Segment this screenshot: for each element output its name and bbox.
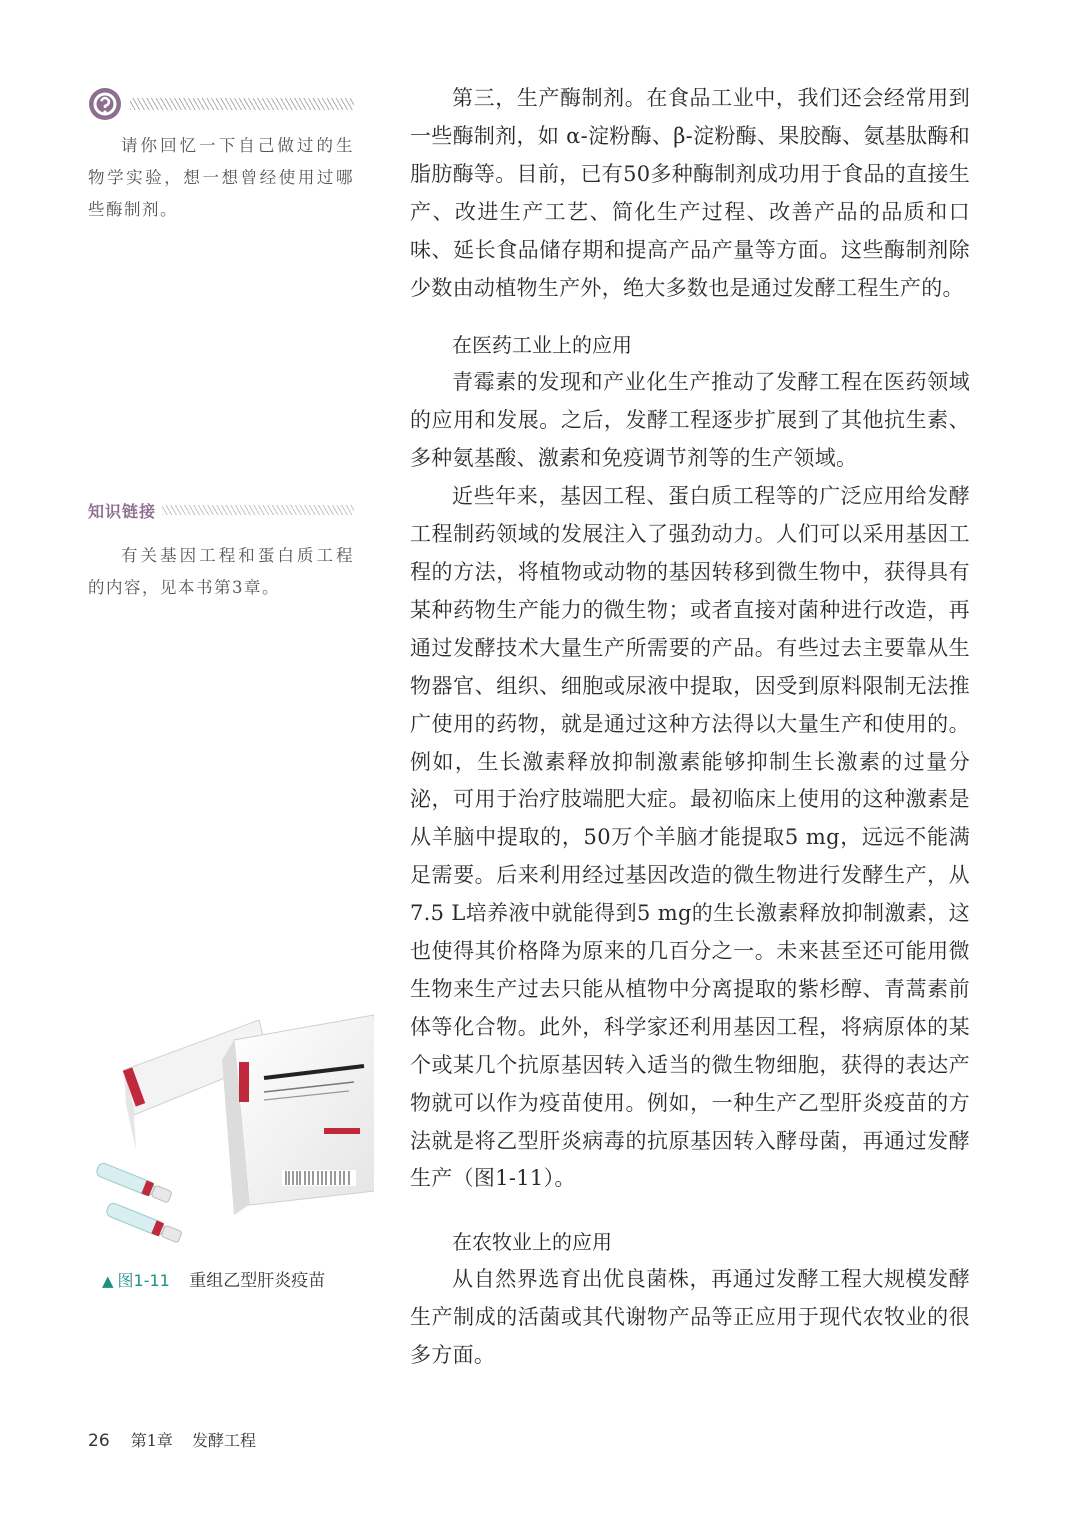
sidebar-think-box (88, 86, 354, 226)
chapter-label: 第1章 (130, 1431, 173, 1450)
header-rule (130, 98, 354, 110)
link-header (88, 498, 354, 522)
chapter-title: 发酵工程 (192, 1431, 257, 1450)
vaccine-package-image (84, 1000, 374, 1255)
page-number: 26 (88, 1431, 110, 1451)
figure-caption-text: 重组乙型肝炎疫苗 (189, 1271, 326, 1291)
paragraph-genetic-engineering: 近些年来，基因工程、蛋白质工程等的广泛应用给发酵工程制药领域的发展注入了强劲动力。人们可以采用基因工程的方法，将植物或动物的基因转移到微生物中，获得具有某种药物生产能力的微生物；或者直接对菌种进行改造，再通过发酵技术大量生产所需要的产品。有些过去主要靠从生物器官、组织、细胞或尿液中提取，因受到原料限制无法推广使用的药物，就是通过这种方法得以大量生产和使用的。例如，生长激素释放抑制激素能够抑制生长激素的过量分泌，可用于治疗肢端肥大症。最初临床上使用的这种激素是从羊脑中提取的，50万个羊脑才能提取5 mg，远远不能满足需要。后来利用经过基因改造的微生物进行发酵生产，从7.5 L培养液中就能得到5 mg的生长激素释放抑制激素，这也使得其价格降为原来的几百分之一。未来甚至还可能用微生物来生产过去只能从植物中分离提取的紫杉醇、青蒿素前体等化合物。此外，科学家还利用基因工程，将病原体的某个或某几个抗原基因转入适当的微生物细胞，获得的表达产物就可以作为疫苗使用。例如，一种生产乙型肝炎疫苗的方法就是将乙型肝炎病毒的抗原基因转入酵母菌，再通过发酵生产（图1-11）。 (410, 484, 970, 1191)
paragraph-enzymes: 第三，生产酶制剂。在食品工业中，我们还会经常用到一些酶制剂，如 α-淀粉酶、β-淀粉酶、果胶酶、氨基肽酶和脂肪酶等。目前，已有50多种酶制剂成功用于食品的直接生产、改进生产工艺、简化生产过程、改善产品的品质和口味、延长食品储存期和提高产品产量等方面。这些酶制剂除少数由动植物生产外，绝大多数也是通过发酵工程生产的。 (410, 86, 970, 300)
paragraph-agriculture: 从自然界选育出优良菌株，再通过发酵工程大规模发酵生产制成的活菌或其代谢物产品等正应用于现代农牧业的很多方面。 (410, 1267, 970, 1368)
link-text: 有关基因工程和蛋白质工程的内容，见本书第3章。 (88, 546, 354, 597)
sidebar-link-box (88, 498, 354, 604)
think-text: 请你回忆一下自己做过的生物学实验，想一想曾经使用过哪些酶制剂。 (88, 136, 354, 219)
think-header (88, 86, 354, 122)
heading-medicine: 在医药工业上的应用 (452, 333, 632, 358)
paragraph-penicillin: 青霉素的发现和产业化生产推动了发酵工程在医药领域的应用和发展。之后，发酵工程逐步扩展到了其他抗生素、多种氨基酸、激素和免疫调节剂等的生产领域。 (410, 370, 970, 471)
heading-agriculture: 在农牧业上的应用 (452, 1230, 612, 1255)
figure-number: 图1-11 (117, 1271, 170, 1290)
page-footer (88, 1428, 256, 1451)
main-text (410, 80, 970, 1375)
figure-caption (102, 1266, 325, 1291)
question-bubble-icon (88, 87, 122, 121)
link-title: 知识链接 (88, 501, 157, 521)
triangle-icon: ▲ (102, 1272, 114, 1290)
header-rule (162, 505, 354, 515)
